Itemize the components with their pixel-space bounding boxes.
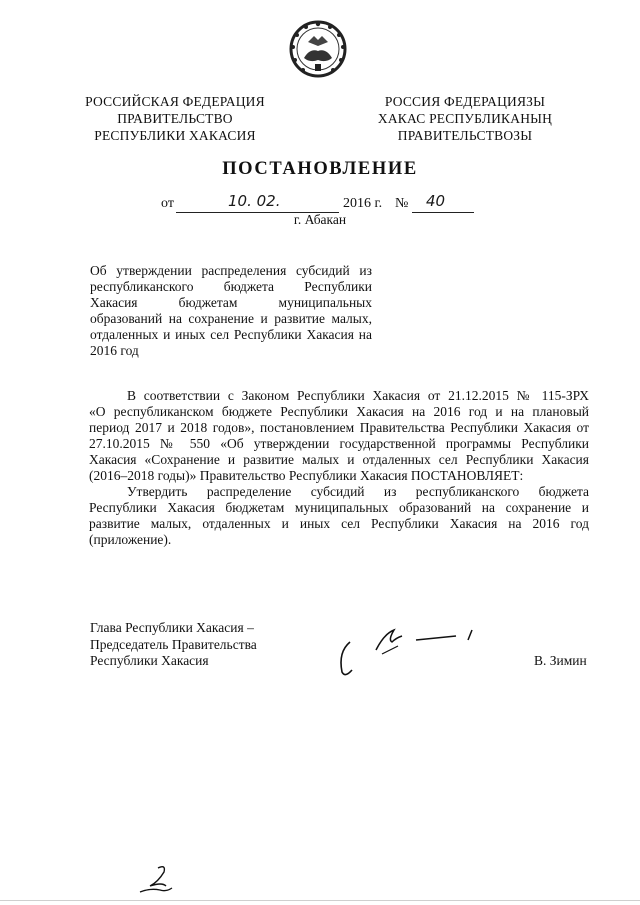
header-right — [340, 93, 590, 144]
handwritten-initial — [136, 862, 178, 900]
header-right-line: РОССИЯ ФЕДЕРАЦИЯЗЫ — [384, 94, 546, 109]
header-right-line: ХАКАС РЕСПУБЛИКАНЫҢ — [377, 111, 553, 126]
handwritten-signature — [336, 620, 486, 680]
subject-line: 2016 год — [90, 343, 139, 358]
coat-of-arms-emblem — [286, 18, 350, 80]
subject-line: Об утверждении распределения субсидий из — [90, 263, 372, 278]
subject-line: образований на сохранение и развитие малых, — [90, 311, 372, 326]
subject-line: Хакасия бюджетам муниципальных — [90, 295, 372, 310]
signatory-line: Глава Республики Хакасия – — [90, 620, 254, 635]
header-right-line: ПРАВИТЕЛЬСТВОЗЫ — [397, 128, 533, 143]
body-line: Хакасия «Сохранение и развитие малых и отдаленных сел Республики Хакасия — [89, 452, 589, 467]
page-bottom-edge — [0, 900, 640, 901]
body-line: период 2017 и 2018 годов», постановлением Правительства Республики Хакасия от — [89, 420, 589, 435]
header-left-line: РОССИЙСКАЯ ФЕДЕРАЦИЯ — [85, 94, 265, 109]
subject-block — [90, 263, 372, 359]
header-left-line: ПРАВИТЕЛЬСТВО — [117, 111, 233, 126]
body-line: (приложение). — [89, 532, 172, 547]
signatory-title — [90, 620, 257, 670]
handwritten-date: 10. 02. — [228, 192, 281, 210]
signatory-line: Председатель Правительства — [90, 636, 257, 652]
body-line: В соответствии с Законом Республики Хакасия от 21.12.2015 № 115-ЗРХ — [127, 388, 589, 403]
body-line: «О республиканском бюджете Республики Хакасия на 2016 год и на плановый — [89, 404, 589, 419]
header-left-line: РЕСПУБЛИКИ ХАКАСИЯ — [94, 128, 256, 143]
subject-line: отдаленных и иных сел Республики Хакасия на — [90, 327, 372, 342]
body-line: Утвердить распределение субсидий из республиканского бюджета — [127, 484, 589, 499]
handwritten-number: 40 — [426, 192, 446, 210]
header-left — [60, 93, 290, 144]
number-label: № — [395, 196, 409, 211]
year-label: 2016 г. — [343, 196, 383, 211]
body-line: развитие малых, отдаленных и иных сел Республики Хакасия на 2016 год — [89, 516, 589, 531]
subject-line: республиканского бюджета Республики — [90, 279, 372, 294]
body-line: (2016–2018 годы)» Правительство Республики Хакасия ПОСТАНОВЛЯЕТ: — [89, 468, 524, 483]
from-label: от — [161, 196, 174, 211]
city: г. Абакан — [293, 212, 347, 227]
body-line: 27.10.2015 № 550 «Об утверждении государственной программы Республики — [89, 436, 589, 451]
body-text — [89, 388, 589, 548]
signatory-line: Республики Хакасия — [90, 653, 209, 668]
body-line: Республики Хакасия бюджетам муниципальных образований на сохранение и — [89, 500, 589, 515]
document-title: ПОСТАНОВЛЕНИЕ — [222, 159, 418, 179]
signatory-name: В. Зимин — [534, 653, 587, 668]
